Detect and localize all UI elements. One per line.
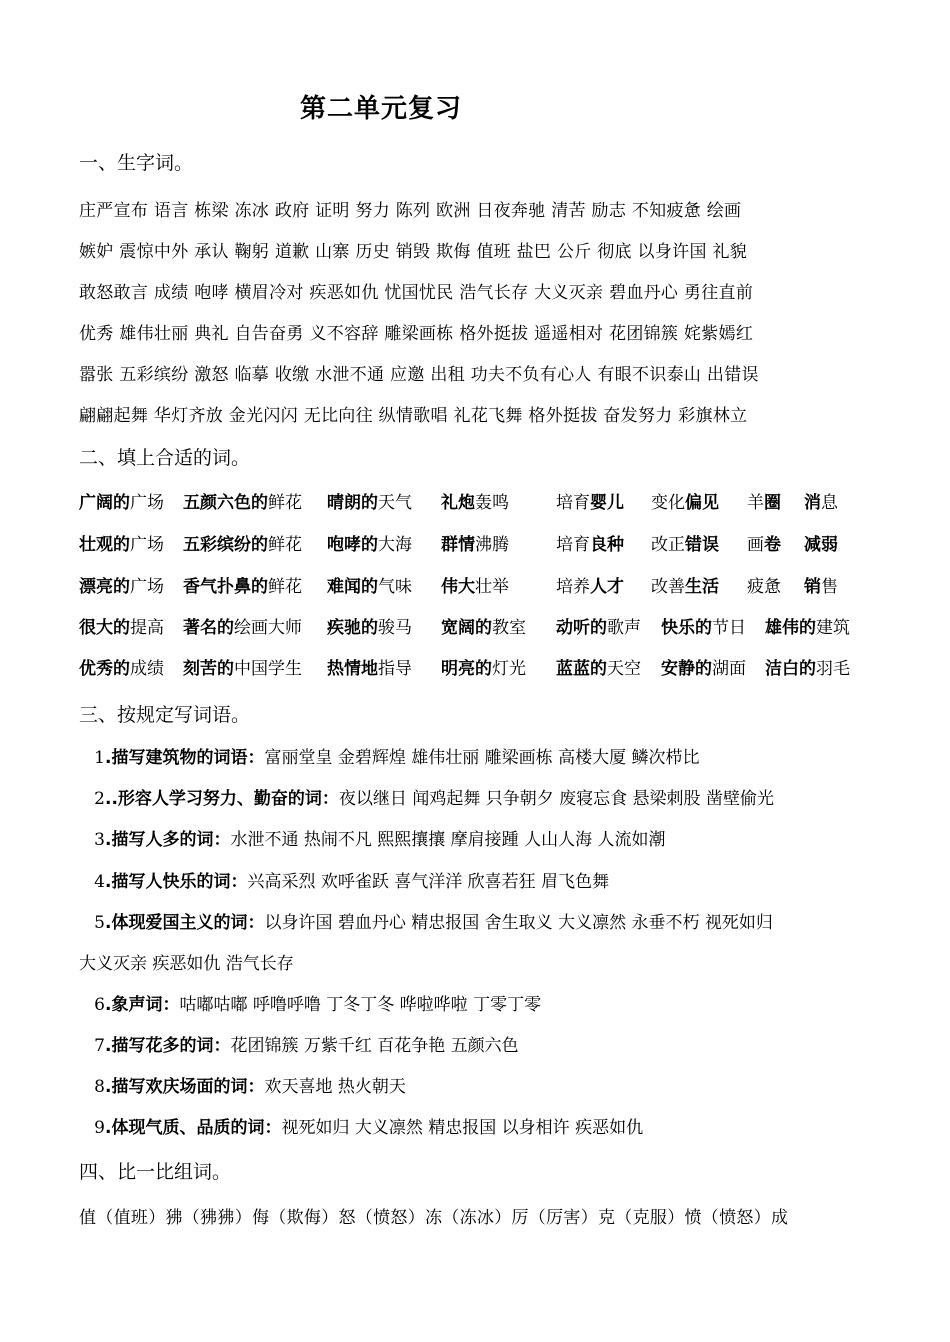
fill-cell	[661, 613, 746, 638]
fill-cell-text: 中国学生	[234, 659, 302, 679]
fill-cell	[327, 613, 412, 638]
fill-cell-text: 绘画大师	[234, 618, 302, 638]
page-title: 第二单元复习	[300, 94, 463, 124]
item-number: 7	[94, 1036, 105, 1056]
compare-line: 值（值班）狒（狒狒）侮（欺侮）怒（愤怒）冻（冻冰）厉（厉害）克（克服）愤（愤怒）成	[79, 1208, 789, 1228]
section-1-heading: 一、生字词。	[79, 152, 194, 174]
fill-cell-text: 节日	[712, 618, 746, 638]
fill-cell-bold: 宽阔的	[441, 618, 492, 638]
item-number: 8	[94, 1077, 105, 1097]
item-label: .体现爱国主义的词：	[105, 913, 265, 933]
fill-cell-text: 改善	[651, 577, 685, 597]
fill-cell	[556, 530, 624, 555]
fill-cell-text: 息	[821, 493, 838, 513]
item-text: 欢天喜地 热火朝天	[264, 1077, 406, 1097]
fill-cell	[765, 613, 850, 638]
fill-cell-bold: 蓝蓝的	[556, 659, 607, 679]
item-number: 4	[94, 872, 105, 892]
fill-row	[79, 654, 879, 680]
fill-cell-bold: 晴朗的	[327, 493, 378, 513]
fill-cell-bold: 香气扑鼻的	[183, 577, 268, 597]
item-label: .象声词：	[105, 995, 180, 1015]
fill-cell-text: 广场	[130, 577, 164, 597]
fill-cell-bold: 五颜六色的	[183, 493, 268, 513]
fill-cell-text: 变化	[651, 493, 685, 513]
item-text: 兴高采烈 欢呼雀跃 喜气洋洋 欣喜若狂 眉飞色舞	[247, 872, 610, 892]
fill-cell-text: 广场	[130, 535, 164, 555]
fill-cell-text: 改正	[651, 535, 685, 555]
item-label: .描写人多的词：	[105, 830, 231, 850]
vocab-line: 翩翩起舞 华灯齐放 金光闪闪 无比向往 纵情歌唱 礼花飞舞 格外挺拔 奋发努力 彩旗林立	[79, 406, 748, 426]
fill-cell-bold: 圈	[764, 493, 781, 513]
fill-cell-text: 成绩	[130, 659, 164, 679]
item-number: 9	[94, 1118, 105, 1138]
fill-cell-text: 沸腾	[475, 535, 509, 555]
fill-cell-bold: 壮观的	[79, 535, 130, 555]
fill-cell-bold: 明亮的	[441, 659, 492, 679]
fill-cell-bold: 错误	[685, 535, 719, 555]
fill-cell	[651, 572, 719, 597]
fill-cell	[804, 488, 838, 513]
fill-row	[79, 613, 879, 639]
fill-cell-text: 歌声	[607, 618, 641, 638]
fill-cell	[765, 654, 850, 679]
fill-cell-bold: 漂亮的	[79, 577, 130, 597]
fill-cell-text: 鲜花	[268, 493, 302, 513]
fill-cell-bold: 消	[804, 493, 821, 513]
fill-cell-text: 建筑	[816, 618, 850, 638]
fill-cell	[441, 572, 509, 597]
fill-cell-bold: 销	[804, 577, 821, 597]
item-line	[79, 1072, 406, 1097]
fill-cell-text: 灯光	[492, 659, 526, 679]
fill-cell	[327, 530, 412, 555]
vocab-line: 优秀 雄伟壮丽 典礼 自告奋勇 义不容辞 雕梁画栋 格外挺拔 遥遥相对 花团锦簇 姹紫嫣红	[79, 324, 754, 344]
item-text: 视死如归 大义凛然 精忠报国 以身相许 疾恶如仇	[281, 1118, 644, 1138]
fill-cell-bold: 刻苦的	[183, 659, 234, 679]
fill-cell-bold: 广阔的	[79, 493, 130, 513]
item-label: .体现气质、品质的词：	[105, 1118, 282, 1138]
item-line	[79, 1031, 519, 1056]
fill-cell-text: 轰鸣	[475, 493, 509, 513]
item-line	[79, 867, 609, 892]
fill-cell-bold: 疾驰的	[327, 618, 378, 638]
fill-cell	[327, 654, 412, 679]
item-number: 2	[94, 789, 105, 809]
fill-cell	[556, 488, 624, 513]
vocab-line: 嫉妒 震惊中外 承认 鞠躬 道歉 山寨 历史 销毁 欺侮 值班 盐巴 公斤 彻底 以身许国 礼貌	[79, 242, 748, 262]
item-line	[79, 949, 294, 974]
fill-cell-text: 提高	[130, 618, 164, 638]
item-number: 1	[94, 748, 105, 768]
fill-cell	[804, 530, 838, 555]
fill-cell	[747, 530, 781, 555]
fill-cell-text: 鲜花	[268, 577, 302, 597]
fill-cell	[79, 613, 164, 638]
fill-row	[79, 572, 879, 598]
fill-cell	[183, 572, 302, 597]
fill-cell-bold: 良种	[590, 535, 624, 555]
item-number: 5	[94, 913, 105, 933]
fill-cell-text: 培养	[556, 577, 590, 597]
fill-cell-text: 湖面	[712, 659, 746, 679]
fill-cell-bold: 著名的	[183, 618, 234, 638]
fill-cell	[651, 488, 719, 513]
fill-cell-bold: 快乐的	[661, 618, 712, 638]
fill-cell	[183, 613, 302, 638]
fill-cell-text: 售	[821, 577, 838, 597]
vocab-line: 嚣张 五彩缤纷 激怒 临摹 收缴 水泄不通 应邀 出租 功夫不负有心人 有眼不识泰山 出错误	[79, 365, 759, 385]
fill-cell-text: 天空	[607, 659, 641, 679]
fill-cell	[441, 613, 526, 638]
fill-cell	[327, 488, 412, 513]
fill-cell	[804, 572, 838, 597]
section-4-heading: 四、比一比组词。	[79, 1161, 232, 1183]
fill-cell-text: 天气	[378, 493, 412, 513]
section-2-heading: 二、填上合适的词。	[79, 447, 251, 469]
fill-row	[79, 530, 879, 556]
fill-cell-bold: 雄伟的	[765, 618, 816, 638]
fill-cell-bold: 偏见	[685, 493, 719, 513]
fill-cell-bold: 卷	[764, 535, 781, 555]
item-label: ..形容人学习努力、勤奋的词：	[105, 789, 339, 809]
fill-cell-bold: 婴儿	[590, 493, 624, 513]
fill-cell	[747, 572, 781, 597]
fill-cell	[441, 654, 526, 679]
fill-cell-text: 教室	[492, 618, 526, 638]
fill-cell	[556, 654, 641, 679]
item-text: 水泄不通 热闹不凡 熙熙攘攘 摩肩接踵 人山人海 人流如潮	[230, 830, 666, 850]
fill-cell-text: 画	[747, 535, 764, 555]
fill-cell-bold: 难闻的	[327, 577, 378, 597]
item-label: .描写欢庆场面的词：	[105, 1077, 265, 1097]
fill-cell-text: 大海	[378, 535, 412, 555]
fill-cell-text: 羽毛	[816, 659, 850, 679]
item-line	[79, 1113, 643, 1138]
item-label: .描写人快乐的词：	[105, 872, 248, 892]
fill-cell-text: 广场	[130, 493, 164, 513]
item-label: .描写建筑物的词语：	[105, 748, 265, 768]
fill-cell-bold: 咆哮的	[327, 535, 378, 555]
item-number: 6	[94, 995, 105, 1015]
vocab-line: 敢怒敢言 成绩 咆哮 横眉冷对 疾恶如仇 忧国忧民 浩气长存 大义灭亲 碧血丹心 勇往直前	[79, 283, 754, 303]
fill-cell-text: 疲惫	[747, 577, 781, 597]
fill-cell	[183, 654, 302, 679]
item-line	[79, 908, 773, 933]
fill-cell	[79, 572, 164, 597]
fill-cell	[747, 488, 781, 513]
fill-cell-bold: 减弱	[804, 535, 838, 555]
item-text: 大义灭亲 疾恶如仇 浩气长存	[79, 954, 294, 974]
item-number: 3	[94, 830, 105, 850]
fill-cell	[79, 488, 164, 513]
fill-cell-bold: 动听的	[556, 618, 607, 638]
fill-cell-text: 羊	[747, 493, 764, 513]
fill-cell-bold: 安静的	[661, 659, 712, 679]
fill-cell	[441, 488, 509, 513]
fill-cell	[183, 488, 302, 513]
fill-cell-bold: 生活	[685, 577, 719, 597]
item-line	[79, 784, 774, 809]
fill-cell	[79, 530, 164, 555]
fill-cell	[441, 530, 509, 555]
fill-cell-bold: 洁白的	[765, 659, 816, 679]
item-text: 夜以继日 闻鸡起舞 只争朝夕 废寝忘食 悬梁刺股 凿壁偷光	[338, 789, 774, 809]
vocab-line: 庄严宣布 语言 栋梁 冻冰 政府 证明 努力 陈列 欧洲 日夜奔驰 清苦 励志 不知疲惫 绘画	[79, 201, 742, 221]
fill-cell-text: 鲜花	[268, 535, 302, 555]
fill-cell-bold: 人才	[590, 577, 624, 597]
fill-cell-bold: 伟大	[441, 577, 475, 597]
fill-cell-text: 骏马	[378, 618, 412, 638]
item-text: 咕嘟咕嘟 呼噜呼噜 丁冬丁冬 哗啦哗啦 丁零丁零	[179, 995, 542, 1015]
fill-cell-bold: 热情地	[327, 659, 378, 679]
fill-cell-bold: 群情	[441, 535, 475, 555]
section-3-heading: 三、按规定写词语。	[79, 704, 251, 726]
fill-cell	[651, 530, 719, 555]
fill-cell-bold: 礼炮	[441, 493, 475, 513]
fill-cell	[661, 654, 746, 679]
item-label: .描写花多的词：	[105, 1036, 231, 1056]
fill-cell	[183, 530, 302, 555]
item-text: 花团锦簇 万紫千红 百花争艳 五颜六色	[230, 1036, 519, 1056]
fill-cell	[556, 613, 641, 638]
item-line	[79, 990, 541, 1015]
fill-cell-text: 气味	[378, 577, 412, 597]
item-line	[79, 825, 666, 850]
item-text: 以身许国 碧血丹心 精忠报国 舍生取义 大义凛然 永垂不朽 视死如归	[264, 913, 773, 933]
fill-cell-bold: 优秀的	[79, 659, 130, 679]
item-line	[79, 743, 700, 768]
fill-cell-bold: 很大的	[79, 618, 130, 638]
item-text: 富丽堂皇 金碧辉煌 雄伟壮丽 雕梁画栋 高楼大厦 鳞次栉比	[264, 748, 700, 768]
fill-row	[79, 488, 879, 514]
fill-cell-text: 培育	[556, 535, 590, 555]
fill-cell-text: 指导	[378, 659, 412, 679]
fill-cell	[79, 654, 164, 679]
fill-cell-text: 壮举	[475, 577, 509, 597]
fill-cell	[556, 572, 624, 597]
fill-cell-text: 培育	[556, 493, 590, 513]
fill-cell-bold: 五彩缤纷的	[183, 535, 268, 555]
fill-cell	[327, 572, 412, 597]
